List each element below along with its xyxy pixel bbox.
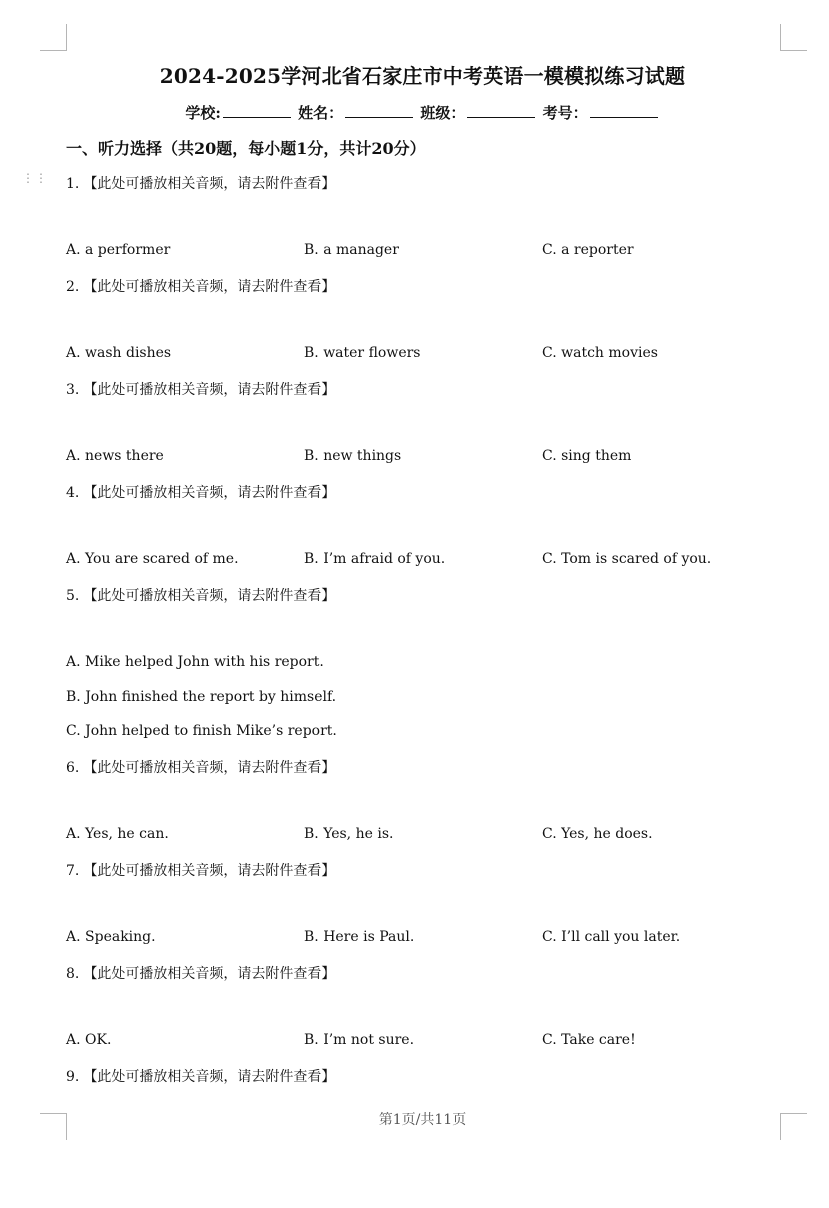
question-2-options [66, 345, 766, 365]
question-number: 8. [66, 966, 80, 982]
student-info-row [0, 102, 829, 123]
question-4 [66, 482, 335, 502]
audio-prompt[interactable]: 【此处可播放相关音频，请去附件查看】 [83, 176, 336, 192]
question-number: 6. [66, 760, 80, 776]
audio-prompt[interactable]: 【此处可播放相关音频，请去附件查看】 [83, 382, 336, 398]
question-number: 9. [66, 1069, 80, 1085]
audio-prompt[interactable]: 【此处可播放相关音频，请去附件查看】 [83, 485, 336, 501]
option-c: C. Take care! [542, 1032, 636, 1048]
option-b: B. Yes, he is. [304, 826, 394, 842]
audio-prompt[interactable]: 【此处可播放相关音频，请去附件查看】 [83, 863, 336, 879]
option-a: A. OK. [66, 1032, 112, 1048]
question-number: 7. [66, 863, 80, 879]
option-a: A. a performer [66, 242, 171, 258]
audio-prompt[interactable]: 【此处可播放相关音频，请去附件查看】 [83, 966, 336, 982]
question-1-options [66, 242, 766, 262]
option-b: B. Here is Paul. [304, 929, 415, 945]
option-b: B. new things [304, 448, 402, 464]
question-5 [66, 585, 335, 605]
question-2 [66, 276, 335, 296]
question-number: 5. [66, 588, 80, 604]
question-number: 1. [66, 176, 80, 192]
option-b: B. a manager [304, 242, 399, 258]
question-4-options [66, 551, 766, 571]
school-label: 学校: [185, 104, 221, 122]
crop-mark-top-right [780, 24, 807, 51]
crop-mark-top-left [40, 24, 67, 51]
option-a: A. Yes, he can. [66, 826, 169, 842]
name-label: 姓名： [298, 104, 344, 122]
name-blank [345, 102, 413, 118]
option-a: A. You are scared of me. [66, 551, 239, 567]
question-8 [66, 963, 335, 983]
option-a: A. news there [66, 448, 164, 464]
option-c: C. I’ll call you later. [542, 929, 681, 945]
question-number: 4. [66, 485, 80, 501]
question-8-options [66, 1032, 766, 1052]
option-c: C. sing them [542, 448, 632, 464]
question-7-options [66, 929, 766, 949]
option-b: B. water flowers [304, 345, 421, 361]
audio-prompt[interactable]: 【此处可播放相关音频，请去附件查看】 [83, 1069, 336, 1085]
school-blank [223, 102, 291, 118]
exam-no-label: 考号： [542, 104, 588, 122]
class-blank [467, 102, 535, 118]
exam-no-blank [590, 102, 658, 118]
question-1 [66, 173, 335, 193]
question-6-options [66, 826, 766, 846]
option-c: C. Tom is scared of you. [542, 551, 712, 567]
option-c: C. watch movies [542, 345, 658, 361]
option-a: A. wash dishes [66, 345, 172, 361]
option-c: C. Yes, he does. [542, 826, 653, 842]
drag-handle-icon[interactable]: ⋮⋮ [22, 171, 48, 185]
audio-prompt[interactable]: 【此处可播放相关音频，请去附件查看】 [83, 588, 336, 604]
option-b: B. John finished the report by himself. [66, 689, 337, 705]
audio-prompt[interactable]: 【此处可播放相关音频，请去附件查看】 [83, 279, 336, 295]
question-6 [66, 757, 335, 777]
option-b: B. I’m not sure. [304, 1032, 415, 1048]
page-number-footer: 第1页/共11页 [378, 1112, 467, 1128]
question-9 [66, 1066, 335, 1086]
option-a: A. Mike helped John with his report. [66, 654, 324, 670]
question-3-options [66, 448, 766, 468]
page-title: 2024-2025学河北省石家庄市中考英语一模模拟练习试题 [159, 64, 686, 88]
audio-prompt[interactable]: 【此处可播放相关音频，请去附件查看】 [83, 760, 336, 776]
question-3 [66, 379, 335, 399]
option-c: C. John helped to finish Mike’s report. [66, 723, 337, 739]
class-label: 班级： [420, 104, 466, 122]
question-7 [66, 860, 335, 880]
section-heading: 一、听力选择（共20题，每小题1分，共计20分） [66, 139, 426, 158]
option-a: A. Speaking. [66, 929, 156, 945]
option-c: C. a reporter [542, 242, 634, 258]
option-b: B. I’m afraid of you. [304, 551, 446, 567]
question-number: 3. [66, 382, 80, 398]
question-number: 2. [66, 279, 80, 295]
